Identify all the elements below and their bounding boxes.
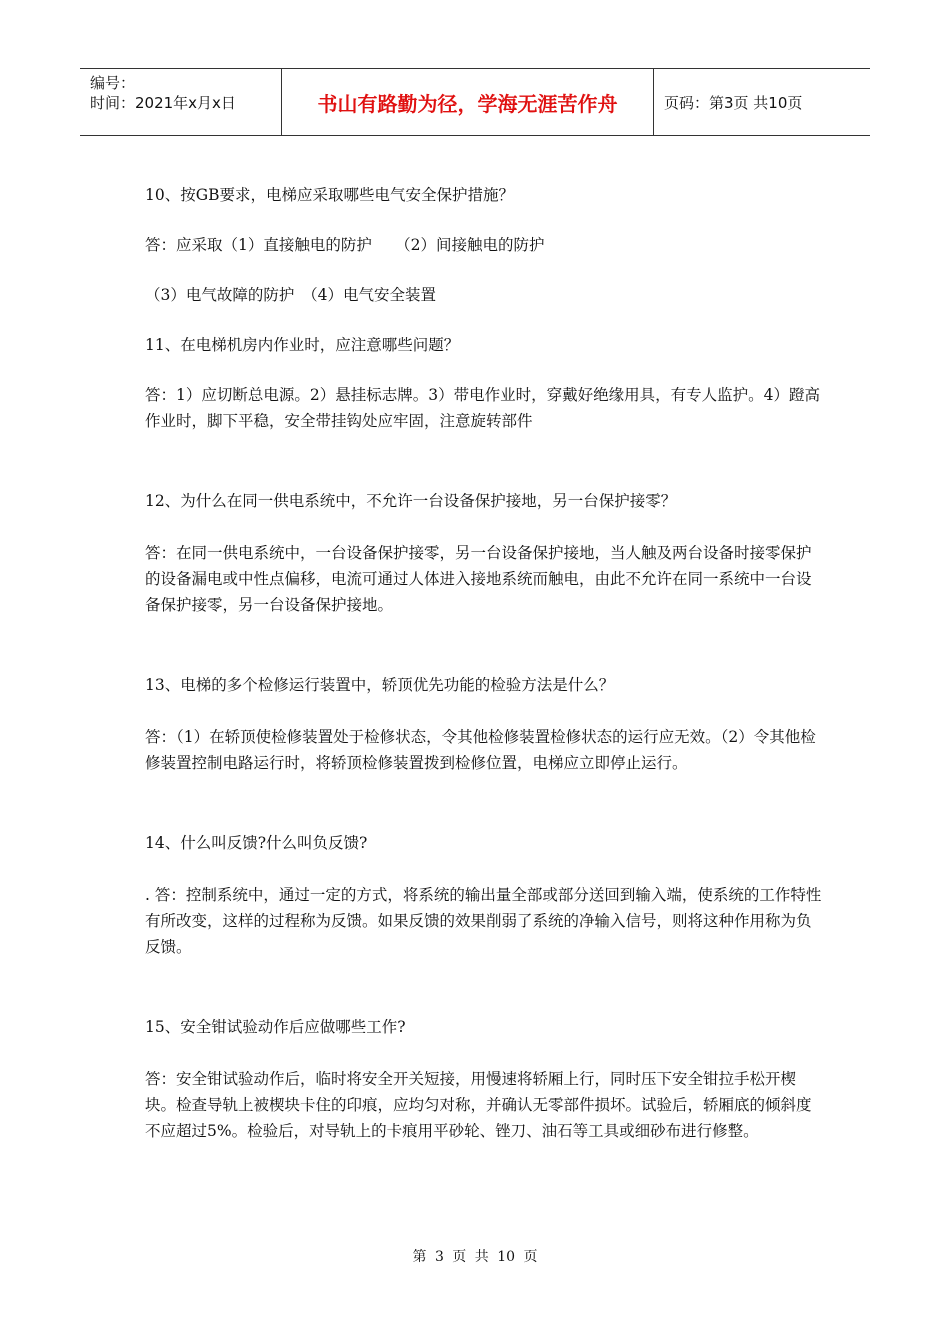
question-11: 11、在电梯机房内作业时，应注意哪些问题？	[145, 336, 460, 354]
document-body	[145, 182, 823, 1144]
answer-13: 答：（1）在轿顶使检修装置处于检修状态，令其他检修装置检修状态的运行应无效。（2）令其他检修装置控制电路运行时，将轿顶检修装置拨到检修位置，电梯应立即停止运行。	[145, 728, 816, 772]
time-label: 时间：2021年x月x日	[90, 94, 236, 112]
answer-10-line-2: （3）电气故障的防护 （4）电气安全装置	[145, 286, 436, 304]
question-14: 14、什么叫反馈?什么叫负反馈?	[145, 834, 368, 852]
page-header	[80, 68, 870, 136]
answer-12: 答：在同一供电系统中，一台设备保护接零，另一台设备保护接地，当人触及两台设备时接零保护的设备漏电或中性点偏移，电流可通过人体进入接地系统而触电，由此不允许在同一系统中一台设备保护接零，另一台设备保护接地。	[145, 544, 812, 614]
page-footer: 第 3 页 共 10 页	[412, 1249, 538, 1265]
question-15: 15、安全钳试验动作后应做哪些工作?	[145, 1018, 406, 1036]
answer-15: 答：安全钳试验动作后，临时将安全开关短接，用慢速将轿厢上行，同时压下安全钳拉手松开楔块。检查导轨上被楔块卡住的印痕，应均匀对称，并确认无零部件损坏。试验后，轿厢底的倾斜度不应超过5%。检验后，对导轨上的卡痕用平砂轮、锉刀、油石等工具或细砂布进行修整。	[145, 1070, 812, 1140]
question-13: 13、电梯的多个检修运行装置中，轿顶优先功能的检验方法是什么？	[145, 676, 615, 694]
header-motto: 书山有路勤为径，学海无涯苦作舟	[282, 69, 654, 135]
answer-11: 答：1）应切断总电源。2）悬挂标志牌。3）带电作业时，穿戴好绝缘用具，有专人监护。4）蹬高作业时，脚下平稳，安全带挂钩处应牢固，注意旋转部件	[145, 386, 820, 430]
header-page-code: 页码：第3页 共10页	[664, 93, 803, 112]
question-10: 10、按GB要求，电梯应采取哪些电气安全保护措施？	[145, 186, 514, 204]
answer-14: . 答：控制系统中，通过一定的方式，将系统的输出量全部或部分送回到输入端，使系统的工作特性有所改变，这样的过程称为反馈。如果反馈的效果削弱了系统的净输入信号，则将这种作用称为负反馈。	[145, 886, 822, 956]
header-meta	[80, 69, 282, 135]
number-label: 编号：	[90, 74, 136, 92]
answer-10-line-1: 答：应采取（1）直接触电的防护 （2）间接触电的防护	[145, 236, 545, 254]
question-12: 12、为什么在同一供电系统中，不允许一台设备保护接地，另一台保护接零？	[145, 492, 677, 510]
